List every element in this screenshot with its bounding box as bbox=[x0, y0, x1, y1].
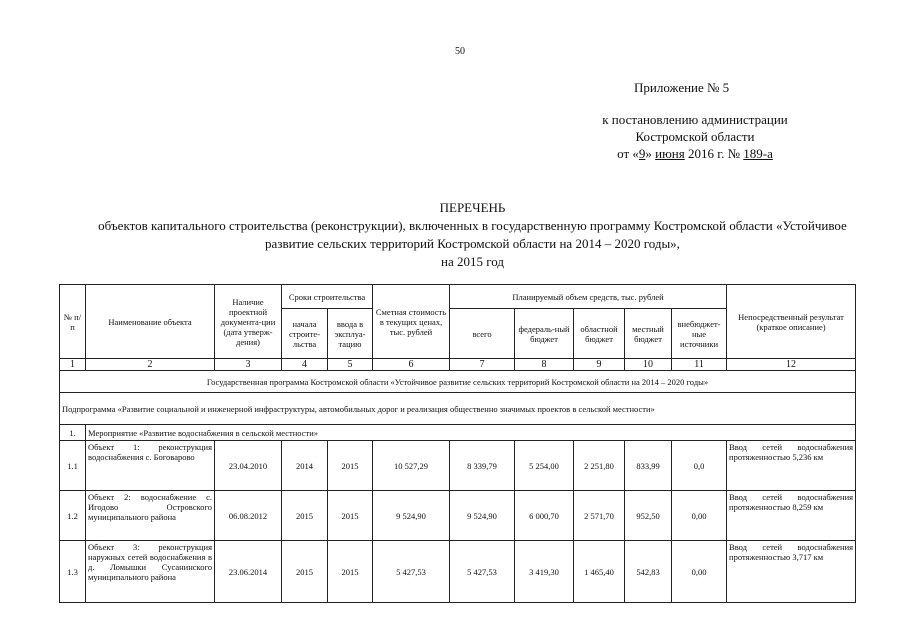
row-object-name: Объект 1: реконструкция водоснабжения с. Боговарово bbox=[86, 441, 215, 491]
row-extra: 0,0 bbox=[672, 441, 727, 491]
row-cost: 9 524,90 bbox=[373, 491, 450, 541]
program-row bbox=[60, 371, 856, 393]
program-title: Государственная программа Костромской области «Устойчивое развитие сельских территорий Костромской области на 2014 – 2020 годы» bbox=[60, 371, 856, 393]
resolution-line-1: к постановлению администрации bbox=[602, 112, 788, 127]
row-total: 9 524,90 bbox=[450, 491, 515, 541]
title-line-3: на 2015 год bbox=[441, 254, 504, 269]
row-federal: 6 000,70 bbox=[515, 491, 574, 541]
document-title bbox=[40, 199, 905, 271]
col-number: 11 bbox=[672, 359, 727, 371]
header-docs: Наличие проектной документа-ции (дата утверж-дения) bbox=[215, 285, 282, 359]
row-start-year: 2015 bbox=[282, 491, 328, 541]
row-regional: 1 465,40 bbox=[574, 541, 625, 603]
header-row-1 bbox=[60, 285, 856, 309]
row-num: 1.2 bbox=[60, 491, 86, 541]
row-result: Ввод сетей водоснабжения протяженностью 5,236 км bbox=[727, 441, 856, 491]
row-start-year: 2014 bbox=[282, 441, 328, 491]
col-number: 4 bbox=[282, 359, 328, 371]
row-docs-date: 23.04.2010 bbox=[215, 441, 282, 491]
table-row bbox=[60, 491, 856, 541]
measure-row bbox=[60, 425, 856, 441]
row-extra: 0,00 bbox=[672, 491, 727, 541]
resolution-line-2: Костромской области bbox=[635, 129, 755, 144]
header-federal: федераль-ный бюджет bbox=[515, 309, 574, 359]
col-number: 9 bbox=[574, 359, 625, 371]
col-number: 3 bbox=[215, 359, 282, 371]
row-local: 952,50 bbox=[625, 491, 672, 541]
row-result: Ввод сетей водоснабжения протяженностью 3,717 км bbox=[727, 541, 856, 603]
header-terms: Сроки строительства bbox=[282, 285, 373, 309]
row-num: 1.3 bbox=[60, 541, 86, 603]
row-object-name: Объект 2: водоснабжение с. Игодово Островского муниципального района bbox=[86, 491, 215, 541]
row-cost: 10 527,29 bbox=[373, 441, 450, 491]
date-year: 2016 г. № bbox=[684, 146, 744, 161]
date-day: 9 bbox=[638, 146, 646, 161]
col-number: 7 bbox=[450, 359, 515, 371]
row-docs-date: 23.06.2014 bbox=[215, 541, 282, 603]
table-row bbox=[60, 541, 856, 603]
col-number: 8 bbox=[515, 359, 574, 371]
measure-title: Мероприятие «Развитие водоснабжения в сельской местности» bbox=[86, 425, 856, 441]
row-num: 1.1 bbox=[60, 441, 86, 491]
col-number: 6 bbox=[373, 359, 450, 371]
subprogram-title: Подпрограмма «Развитие социальной и инженерной инфраструктуры, автомобильных дорог и реализация общественно значимых проектов в сельской местности» bbox=[60, 393, 856, 425]
measure-num: 1. bbox=[60, 425, 86, 441]
row-commission-year: 2015 bbox=[328, 441, 373, 491]
col-number: 2 bbox=[86, 359, 215, 371]
col-number: 5 bbox=[328, 359, 373, 371]
header-num: № п/п bbox=[60, 285, 86, 359]
row-total: 8 339,79 bbox=[450, 441, 515, 491]
title-line-1: объектов капитального строительства (реконструкции), включенных в государственную программу Костромской области «Устойчивое bbox=[98, 218, 847, 233]
row-regional: 2 571,70 bbox=[574, 491, 625, 541]
row-object-name: Объект 3: реконструкция наружных сетей водоснабжения в д. Ломышки Сусанинского муниципального района bbox=[86, 541, 215, 603]
resolution-date bbox=[560, 145, 830, 162]
row-cost: 5 427,53 bbox=[373, 541, 450, 603]
header-result: Непосредственный результат (краткое описание) bbox=[727, 285, 856, 359]
appendix-label: Приложение № 5 bbox=[634, 80, 730, 95]
row-local: 542,83 bbox=[625, 541, 672, 603]
objects-table bbox=[59, 284, 856, 603]
row-commission-year: 2015 bbox=[328, 541, 373, 603]
row-local: 833,99 bbox=[625, 441, 672, 491]
header-name: Наименование объекта bbox=[86, 285, 215, 359]
header-extra: внебюджет-ные источники bbox=[672, 309, 727, 359]
header-start: начала строите-льства bbox=[282, 309, 328, 359]
row-start-year: 2015 bbox=[282, 541, 328, 603]
row-federal: 5 254,00 bbox=[515, 441, 574, 491]
col-number: 12 bbox=[727, 359, 856, 371]
header-commission: ввода в эксплуа-тацию bbox=[328, 309, 373, 359]
row-result: Ввод сетей водоснабжения протяженностью 8,259 км bbox=[727, 491, 856, 541]
col-number: 1 bbox=[60, 359, 86, 371]
header-cost: Сметная стоимость в текущих ценах, тыс. рублей bbox=[373, 285, 450, 359]
resolution-reference bbox=[560, 111, 830, 162]
header-local: местный бюджет bbox=[625, 309, 672, 359]
date-prefix: от « bbox=[617, 146, 639, 161]
row-federal: 3 419,30 bbox=[515, 541, 574, 603]
column-numbers-row bbox=[60, 359, 856, 371]
table-row bbox=[60, 441, 856, 491]
header-regional: областной бюджет bbox=[574, 309, 625, 359]
row-docs-date: 06.08.2012 bbox=[215, 491, 282, 541]
col-number: 10 bbox=[625, 359, 672, 371]
title-line-2: развитие сельских территорий Костромской области на 2014 – 2020 годы», bbox=[265, 236, 680, 251]
row-extra: 0,00 bbox=[672, 541, 727, 603]
row-commission-year: 2015 bbox=[328, 491, 373, 541]
row-total: 5 427,53 bbox=[450, 541, 515, 603]
resolution-number: 189-а bbox=[743, 146, 773, 161]
date-month: июня bbox=[655, 146, 685, 161]
row-regional: 2 251,80 bbox=[574, 441, 625, 491]
header-planned: Планируемый объем средств, тыс. рублей bbox=[450, 285, 727, 309]
header-total: всего bbox=[450, 309, 515, 359]
page-number: 50 bbox=[455, 46, 465, 57]
subprogram-row bbox=[60, 393, 856, 425]
title-heading: ПЕРЕЧЕНЬ bbox=[439, 200, 506, 215]
date-mid: » bbox=[645, 146, 656, 161]
